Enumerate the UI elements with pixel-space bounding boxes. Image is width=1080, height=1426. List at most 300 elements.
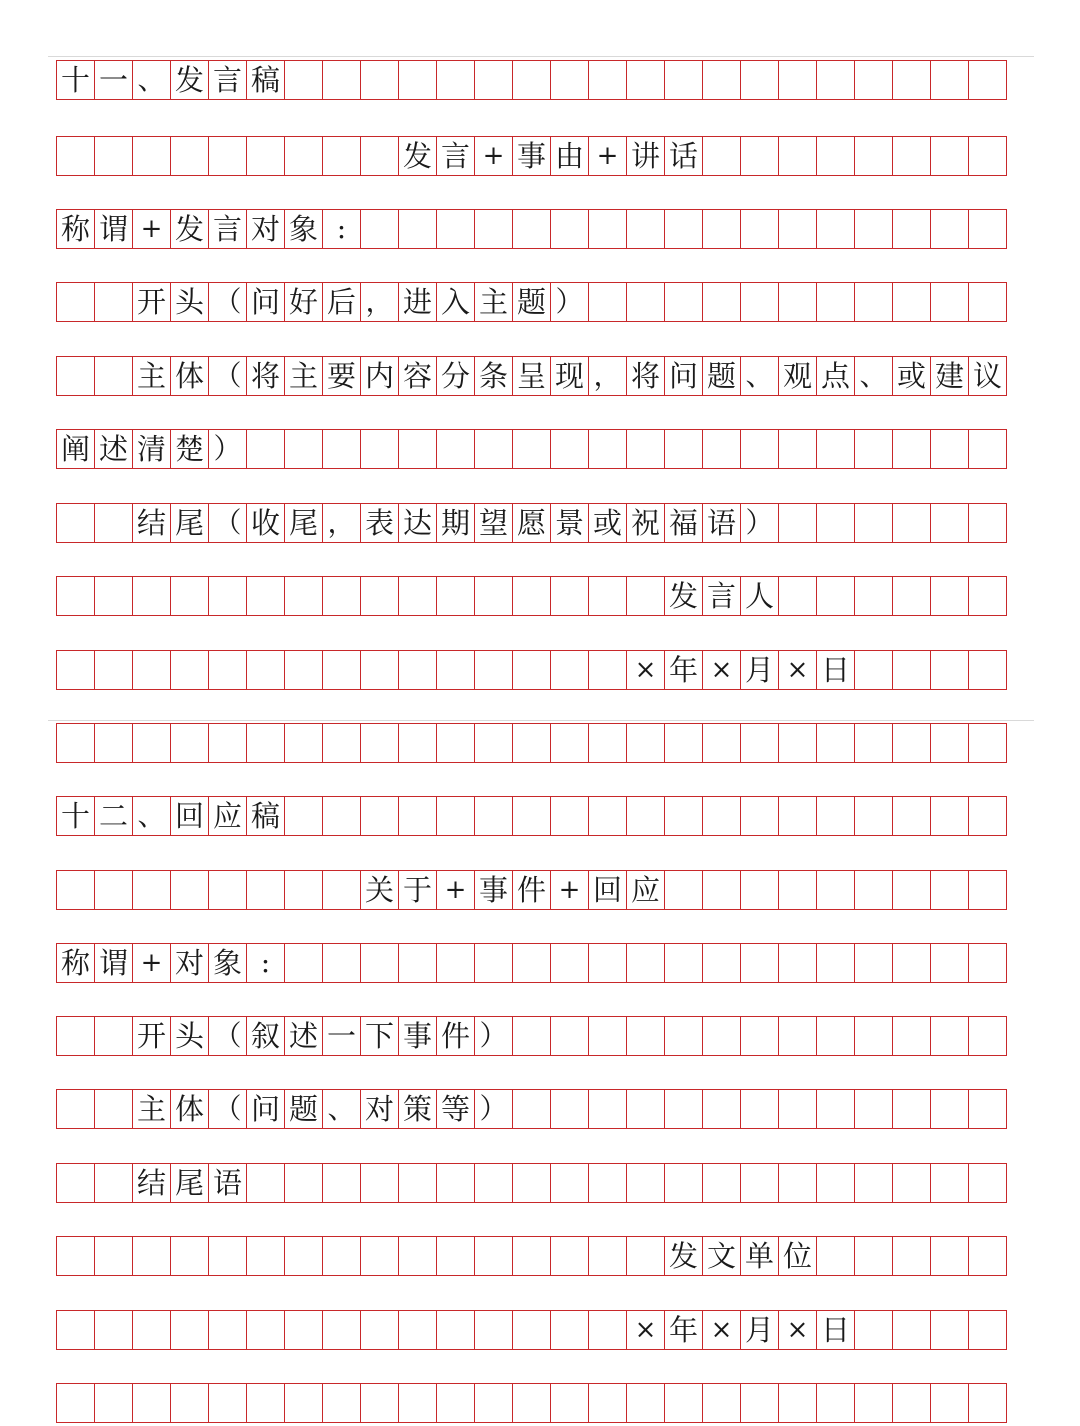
grid-cell <box>892 1236 931 1276</box>
grid-cell <box>702 209 741 249</box>
grid-cell: × <box>702 650 741 690</box>
grid-cell <box>360 1236 399 1276</box>
grid-cell: + <box>588 136 627 176</box>
grid-cell: + <box>436 870 475 910</box>
grid-cell: 讲 <box>626 136 665 176</box>
grid-cell <box>56 1236 95 1276</box>
section-11-closing-row <box>56 503 1030 543</box>
grid-cell: 象 <box>208 943 247 983</box>
grid-cell: 对 <box>360 1089 399 1129</box>
grid-cell <box>208 1383 247 1423</box>
grid-cell <box>550 650 589 690</box>
grid-cell: 收 <box>246 503 285 543</box>
grid-cell <box>474 429 513 469</box>
grid-cell <box>132 1236 171 1276</box>
grid-cell <box>930 429 969 469</box>
grid-cell <box>94 282 133 322</box>
grid-cell <box>740 1089 779 1129</box>
grid-cell: 由 <box>550 136 589 176</box>
grid-cell: 头 <box>170 282 209 322</box>
grid-cell <box>56 356 95 396</box>
section-12-opening-row <box>56 1016 1030 1056</box>
grid-cell: 一 <box>322 1016 361 1056</box>
grid-cell <box>284 943 323 983</box>
grid-cell <box>892 429 931 469</box>
grid-cell <box>930 870 969 910</box>
grid-cell <box>512 1310 551 1350</box>
grid-cell: 好 <box>284 282 323 322</box>
grid-cell <box>816 429 855 469</box>
grid-cell <box>702 943 741 983</box>
section-12-heading-row <box>56 870 1030 910</box>
grid-cell: （ <box>208 1016 247 1056</box>
grid-cell <box>474 1163 513 1203</box>
grid-cell: 祝 <box>626 503 665 543</box>
grid-cell <box>436 209 475 249</box>
grid-cell: 将 <box>626 356 665 396</box>
grid-cell <box>94 1383 133 1423</box>
grid-cell: 等 <box>436 1089 475 1129</box>
grid-cell <box>284 796 323 836</box>
grid-cell: 发 <box>664 576 703 616</box>
grid-cell: 话 <box>664 136 703 176</box>
grid-cell <box>778 1383 817 1423</box>
grid-cell <box>816 60 855 100</box>
grid-cell <box>626 282 665 322</box>
grid-cell <box>550 1236 589 1276</box>
grid-cell: 愿 <box>512 503 551 543</box>
grid-cell <box>398 943 437 983</box>
grid-cell <box>208 136 247 176</box>
grid-cell <box>854 1310 893 1350</box>
grid-cell <box>854 576 893 616</box>
grid-cell <box>170 1383 209 1423</box>
grid-cell: 主 <box>132 356 171 396</box>
grid-cell <box>816 1383 855 1423</box>
grid-cell <box>436 1310 475 1350</box>
grid-cell <box>702 136 741 176</box>
grid-cell <box>170 1310 209 1350</box>
grid-cell <box>702 429 741 469</box>
grid-cell <box>778 870 817 910</box>
grid-cell: 开 <box>132 1016 171 1056</box>
grid-cell <box>588 1310 627 1350</box>
grid-cell <box>588 1016 627 1056</box>
grid-cell: 称 <box>56 209 95 249</box>
grid-cell: 结 <box>132 503 171 543</box>
grid-cell: 谓 <box>94 209 133 249</box>
grid-cell <box>322 650 361 690</box>
grid-cell <box>322 1383 361 1423</box>
grid-cell: 阐 <box>56 429 95 469</box>
grid-cell <box>474 1236 513 1276</box>
section-12-salutation-row <box>56 943 1030 983</box>
grid-cell <box>588 796 627 836</box>
grid-cell <box>588 943 627 983</box>
grid-cell <box>626 943 665 983</box>
grid-cell <box>94 1310 133 1350</box>
grid-cell <box>626 723 665 763</box>
grid-cell <box>968 1383 1007 1423</box>
grid-cell: : <box>246 943 285 983</box>
grid-cell: 、 <box>740 356 779 396</box>
grid-cell <box>778 943 817 983</box>
grid-cell <box>740 1016 779 1056</box>
grid-cell <box>816 723 855 763</box>
grid-cell: 问 <box>246 282 285 322</box>
grid-cell <box>246 870 285 910</box>
grid-cell <box>474 1310 513 1350</box>
grid-cell: （ <box>208 282 247 322</box>
grid-cell <box>474 723 513 763</box>
grid-cell <box>740 943 779 983</box>
section-11-body-row-1 <box>56 356 1030 396</box>
grid-cell <box>892 796 931 836</box>
grid-cell <box>360 943 399 983</box>
grid-cell: 对 <box>246 209 285 249</box>
grid-cell <box>322 870 361 910</box>
grid-cell <box>892 1016 931 1056</box>
grid-cell <box>930 723 969 763</box>
grid-cell <box>246 429 285 469</box>
grid-cell <box>968 60 1007 100</box>
grid-cell: 开 <box>132 282 171 322</box>
grid-cell <box>892 1310 931 1350</box>
grid-cell: 议 <box>968 356 1007 396</box>
grid-cell <box>664 60 703 100</box>
grid-cell: 或 <box>892 356 931 396</box>
grid-cell <box>892 209 931 249</box>
grid-cell <box>930 1310 969 1350</box>
grid-cell <box>854 60 893 100</box>
grid-cell <box>816 870 855 910</box>
grid-cell <box>512 60 551 100</box>
grid-cell <box>854 1016 893 1056</box>
grid-cell <box>702 1016 741 1056</box>
grid-cell <box>968 650 1007 690</box>
grid-cell <box>892 650 931 690</box>
grid-cell <box>778 429 817 469</box>
grid-cell <box>968 429 1007 469</box>
grid-cell <box>968 723 1007 763</box>
grid-cell <box>816 1163 855 1203</box>
grid-cell <box>588 1163 627 1203</box>
grid-cell: 言 <box>702 576 741 616</box>
grid-cell <box>398 209 437 249</box>
grid-cell <box>398 1383 437 1423</box>
grid-cell <box>474 650 513 690</box>
grid-cell <box>588 1236 627 1276</box>
grid-cell <box>626 1163 665 1203</box>
grid-cell <box>626 60 665 100</box>
grid-cell <box>132 136 171 176</box>
grid-cell: 问 <box>664 356 703 396</box>
grid-cell <box>626 576 665 616</box>
grid-cell: 建 <box>930 356 969 396</box>
section-11-opening-row <box>56 282 1030 322</box>
grid-cell <box>740 796 779 836</box>
grid-cell <box>94 356 133 396</box>
grid-cell <box>854 870 893 910</box>
grid-cell <box>208 1236 247 1276</box>
grid-cell: × <box>778 650 817 690</box>
grid-cell: ， <box>588 356 627 396</box>
grid-cell <box>930 1236 969 1276</box>
grid-cell <box>512 1383 551 1423</box>
grid-cell <box>702 870 741 910</box>
grid-cell <box>56 1089 95 1129</box>
grid-cell <box>778 796 817 836</box>
grid-cell <box>474 209 513 249</box>
grid-cell <box>892 60 931 100</box>
grid-cell <box>968 1016 1007 1056</box>
grid-cell <box>702 1163 741 1203</box>
blank-row <box>56 723 1030 763</box>
grid-cell <box>322 943 361 983</box>
grid-cell <box>588 60 627 100</box>
grid-cell <box>284 1236 323 1276</box>
grid-cell <box>816 136 855 176</box>
grid-cell <box>512 1163 551 1203</box>
grid-cell: 件 <box>512 870 551 910</box>
grid-cell <box>436 60 475 100</box>
grid-cell <box>664 943 703 983</box>
grid-cell <box>208 870 247 910</box>
grid-cell <box>778 60 817 100</box>
grid-cell <box>968 870 1007 910</box>
grid-cell <box>360 1310 399 1350</box>
grid-cell <box>436 429 475 469</box>
grid-cell <box>664 282 703 322</box>
grid-cell <box>892 503 931 543</box>
grid-cell <box>132 723 171 763</box>
grid-cell: 主 <box>132 1089 171 1129</box>
grid-cell <box>550 60 589 100</box>
grid-cell <box>740 429 779 469</box>
grid-cell <box>664 1089 703 1129</box>
grid-cell <box>246 1163 285 1203</box>
grid-cell <box>474 1383 513 1423</box>
section-11-date-row <box>56 650 1030 690</box>
grid-cell <box>512 796 551 836</box>
section-12-title-row <box>56 796 1030 836</box>
grid-cell <box>56 1383 95 1423</box>
grid-cell <box>56 1163 95 1203</box>
grid-cell: 稿 <box>246 60 285 100</box>
grid-cell: 清 <box>132 429 171 469</box>
grid-cell: 回 <box>170 796 209 836</box>
grid-cell: 位 <box>778 1236 817 1276</box>
grid-cell <box>94 1163 133 1203</box>
section-12-date-row <box>56 1310 1030 1350</box>
grid-cell: 策 <box>398 1089 437 1129</box>
grid-cell: 结 <box>132 1163 171 1203</box>
grid-cell: 语 <box>208 1163 247 1203</box>
grid-cell <box>550 1089 589 1129</box>
grid-cell <box>170 136 209 176</box>
grid-cell <box>322 60 361 100</box>
grid-cell <box>398 796 437 836</box>
grid-cell <box>816 209 855 249</box>
grid-cell: 人 <box>740 576 779 616</box>
grid-cell: 问 <box>246 1089 285 1129</box>
grid-cell: 体 <box>170 356 209 396</box>
grid-cell <box>740 1383 779 1423</box>
grid-cell: 二 <box>94 796 133 836</box>
grid-cell <box>702 1089 741 1129</box>
grid-cell <box>360 1163 399 1203</box>
grid-cell <box>284 870 323 910</box>
grid-cell <box>512 1016 551 1056</box>
grid-cell <box>892 723 931 763</box>
grid-cell <box>930 1383 969 1423</box>
grid-cell <box>626 429 665 469</box>
section-11-salutation-row <box>56 209 1030 249</box>
grid-cell <box>588 209 627 249</box>
grid-cell: 尾 <box>170 1163 209 1203</box>
grid-cell: 题 <box>512 282 551 322</box>
grid-cell <box>740 723 779 763</box>
grid-cell: 言 <box>208 209 247 249</box>
grid-cell <box>740 870 779 910</box>
grid-cell <box>398 1310 437 1350</box>
grid-cell: 福 <box>664 503 703 543</box>
grid-cell: 尾 <box>170 503 209 543</box>
grid-cell <box>94 576 133 616</box>
section-11-body-row-2 <box>56 429 1030 469</box>
grid-cell: + <box>474 136 513 176</box>
grid-cell <box>284 1383 323 1423</box>
grid-cell: 事 <box>474 870 513 910</box>
grid-cell <box>930 1016 969 1056</box>
grid-cell <box>930 796 969 836</box>
grid-cell <box>854 209 893 249</box>
grid-cell: ） <box>208 429 247 469</box>
grid-cell: 称 <box>56 943 95 983</box>
grid-cell <box>854 943 893 983</box>
grid-cell <box>512 1089 551 1129</box>
grid-cell <box>626 1016 665 1056</box>
grid-cell <box>740 60 779 100</box>
grid-cell <box>208 576 247 616</box>
grid-cell <box>626 1383 665 1423</box>
grid-cell <box>664 429 703 469</box>
grid-cell: × <box>626 1310 665 1350</box>
grid-cell <box>474 796 513 836</box>
grid-cell <box>854 1236 893 1276</box>
grid-cell <box>360 576 399 616</box>
grid-cell <box>170 650 209 690</box>
grid-cell: 入 <box>436 282 475 322</box>
grid-cell <box>436 1163 475 1203</box>
grid-cell <box>208 1310 247 1350</box>
grid-cell: 尾 <box>284 503 323 543</box>
grid-cell: ） <box>474 1016 513 1056</box>
grid-cell: 件 <box>436 1016 475 1056</box>
grid-cell: 十 <box>56 60 95 100</box>
grid-cell <box>854 1163 893 1203</box>
grid-cell <box>360 650 399 690</box>
grid-cell <box>360 796 399 836</box>
grid-cell <box>778 1089 817 1129</box>
grid-cell <box>968 796 1007 836</box>
grid-cell: 述 <box>94 429 133 469</box>
grid-cell <box>94 1016 133 1056</box>
grid-cell <box>854 650 893 690</box>
grid-cell: 表 <box>360 503 399 543</box>
grid-cell <box>778 723 817 763</box>
grid-cell: 日 <box>816 1310 855 1350</box>
grid-cell <box>398 650 437 690</box>
grid-cell <box>550 576 589 616</box>
grid-cell <box>702 282 741 322</box>
grid-cell <box>550 209 589 249</box>
grid-cell: 一 <box>94 60 133 100</box>
grid-cell: 楚 <box>170 429 209 469</box>
grid-cell <box>512 1236 551 1276</box>
grid-cell <box>94 1236 133 1276</box>
grid-cell <box>170 576 209 616</box>
grid-cell <box>930 503 969 543</box>
grid-cell <box>892 943 931 983</box>
grid-cell <box>588 1089 627 1129</box>
grid-cell: + <box>132 209 171 249</box>
grid-cell <box>930 576 969 616</box>
grid-cell <box>778 282 817 322</box>
grid-cell: : <box>322 209 361 249</box>
grid-cell: 望 <box>474 503 513 543</box>
grid-cell <box>930 209 969 249</box>
grid-cell: 月 <box>740 1310 779 1350</box>
grid-cell: 、 <box>854 356 893 396</box>
grid-cell <box>284 723 323 763</box>
grid-cell <box>474 60 513 100</box>
grid-cell: 文 <box>702 1236 741 1276</box>
grid-cell: 应 <box>626 870 665 910</box>
grid-cell <box>360 1383 399 1423</box>
grid-cell <box>94 650 133 690</box>
grid-cell: 、 <box>322 1089 361 1129</box>
grid-cell <box>512 943 551 983</box>
grid-cell <box>322 429 361 469</box>
grid-cell: 条 <box>474 356 513 396</box>
grid-cell <box>398 60 437 100</box>
grid-cell <box>56 136 95 176</box>
grid-cell <box>930 943 969 983</box>
grid-cell <box>930 60 969 100</box>
grid-cell <box>740 282 779 322</box>
grid-cell <box>854 1089 893 1129</box>
grid-cell <box>56 282 95 322</box>
grid-cell <box>816 796 855 836</box>
grid-cell <box>56 1310 95 1350</box>
grid-cell <box>360 136 399 176</box>
grid-cell <box>398 1163 437 1203</box>
grid-cell <box>664 870 703 910</box>
grid-cell <box>246 1310 285 1350</box>
grid-cell <box>816 1236 855 1276</box>
grid-cell: 事 <box>398 1016 437 1056</box>
grid-cell: × <box>778 1310 817 1350</box>
grid-cell: （ <box>208 1089 247 1129</box>
grid-cell: 现 <box>550 356 589 396</box>
grid-cell <box>512 429 551 469</box>
grid-cell: 日 <box>816 650 855 690</box>
grid-cell <box>246 723 285 763</box>
grid-cell: 语 <box>702 503 741 543</box>
grid-cell <box>436 1236 475 1276</box>
grid-cell <box>550 1310 589 1350</box>
